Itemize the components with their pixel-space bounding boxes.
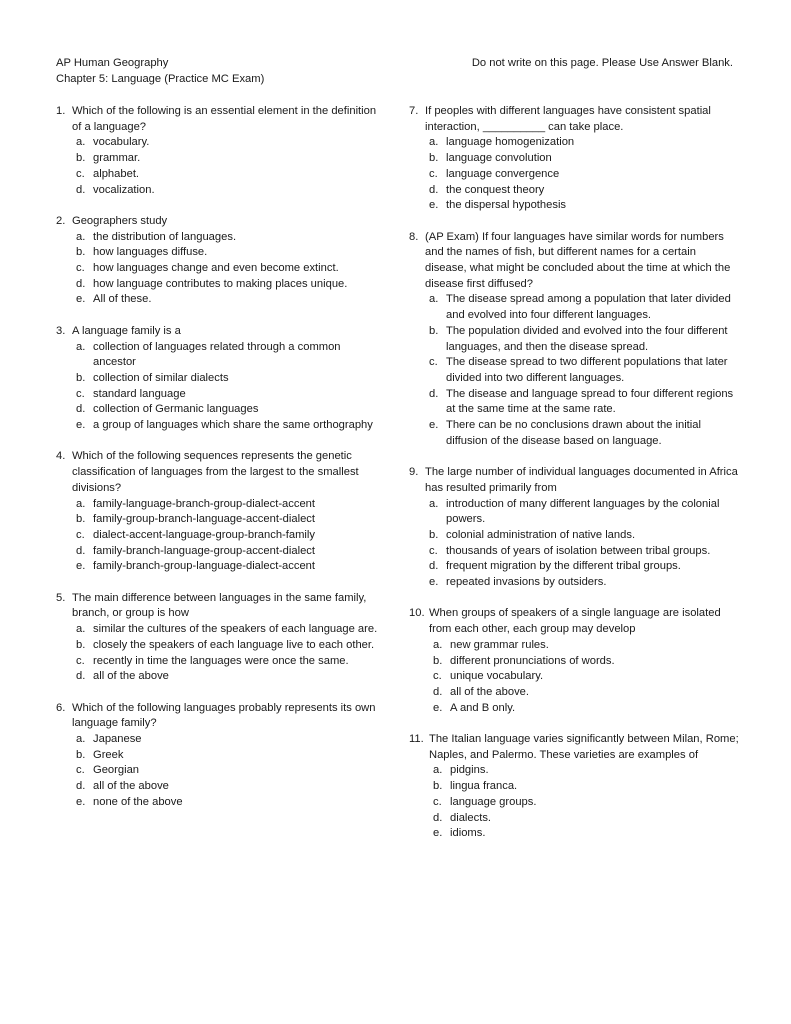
answer-option xyxy=(76,167,381,183)
option-text: new grammar rules. xyxy=(450,638,549,651)
question-stem xyxy=(56,324,381,340)
option-letter: a. xyxy=(429,293,439,306)
option-letter: c. xyxy=(76,262,85,275)
question-9 xyxy=(409,465,739,591)
answer-option xyxy=(433,685,739,701)
answer-option xyxy=(76,732,381,748)
option-letter: d. xyxy=(76,780,86,793)
answer-option xyxy=(429,497,739,528)
option-letter: e. xyxy=(429,576,439,589)
option-text: family-language-branch-group-dialect-accent xyxy=(93,497,316,510)
option-text: how language contributes to making places unique. xyxy=(93,277,348,290)
option-text: how languages diffuse. xyxy=(93,246,208,259)
header-left xyxy=(56,56,264,87)
question-stem xyxy=(409,732,739,763)
answer-options xyxy=(56,732,381,811)
question-text: Which of the following sequences represents the genetic classification of languages from the largest to the smallest divisions? xyxy=(72,450,359,494)
answer-option xyxy=(429,544,739,560)
option-letter: d. xyxy=(429,387,439,400)
option-text: closely the speakers of each language live to each other. xyxy=(93,638,375,651)
answer-option xyxy=(76,277,381,293)
option-text: lingua franca. xyxy=(450,780,518,793)
option-text: collection of similar dialects xyxy=(93,371,229,384)
answer-option xyxy=(76,418,381,434)
question-stem xyxy=(409,230,739,293)
question-text: (AP Exam) If four languages have similar words for numbers and the names of fish, but different names for a certain disease, what might be concluded about the time at which the disease first diffused? xyxy=(425,230,731,290)
question-stem xyxy=(56,591,381,622)
option-letter: c. xyxy=(76,167,85,180)
question-stem xyxy=(56,104,381,135)
option-text: colonial administration of native lands. xyxy=(446,528,636,541)
option-letter: d. xyxy=(76,544,86,557)
option-letter: b. xyxy=(429,324,439,337)
question-number: 7. xyxy=(409,105,419,117)
option-letter: a. xyxy=(429,497,439,510)
option-letter: c. xyxy=(429,356,438,369)
option-text: The population divided and evolved into the four different languages, and then the disease spread. xyxy=(446,324,728,353)
question-2 xyxy=(56,214,381,308)
answer-option xyxy=(429,355,739,386)
answer-options xyxy=(409,135,739,214)
option-letter: c. xyxy=(76,764,85,777)
question-number: 11. xyxy=(409,733,424,746)
option-text: family-group-branch-language-accent-dialect xyxy=(93,513,316,526)
option-text: idioms. xyxy=(450,827,486,840)
question-stem xyxy=(409,606,739,637)
question-text: The main difference between languages in the same family, branch, or group is how xyxy=(72,591,367,620)
question-stem xyxy=(409,465,739,496)
option-text: repeated invasions by outsiders. xyxy=(446,576,607,589)
question-text: The Italian language varies significantly between Milan, Rome; Naples, and Palermo. These varieties are examples of xyxy=(429,733,739,761)
option-letter: e. xyxy=(433,701,443,714)
answer-option xyxy=(429,387,739,418)
answer-option xyxy=(76,387,381,403)
answer-option xyxy=(76,497,381,513)
option-text: family-branch-language-group-accent-dialect xyxy=(93,544,316,557)
answer-option xyxy=(76,261,381,277)
option-letter: e. xyxy=(76,419,86,432)
option-text: vocalization. xyxy=(93,183,155,196)
answer-option xyxy=(429,198,739,214)
option-letter: b. xyxy=(429,152,439,165)
option-text: Greek xyxy=(93,748,124,761)
option-text: There can be no conclusions drawn about the initial diffusion of the disease based on language. xyxy=(446,419,701,447)
option-letter: b. xyxy=(76,371,86,384)
option-letter: d. xyxy=(429,560,439,573)
question-number: 3. xyxy=(56,324,66,337)
question-1 xyxy=(56,104,381,198)
answer-option xyxy=(76,292,381,308)
answer-options xyxy=(56,135,381,198)
question-number: 2. xyxy=(56,214,66,227)
question-4 xyxy=(56,449,381,575)
answer-option xyxy=(76,559,381,575)
answer-options xyxy=(409,638,739,717)
option-text: different pronunciations of words. xyxy=(450,654,615,667)
option-letter: d. xyxy=(76,277,86,290)
answer-option xyxy=(433,779,739,795)
option-letter: e. xyxy=(429,419,439,432)
answer-option xyxy=(429,183,739,199)
answer-options xyxy=(409,292,739,449)
answer-option xyxy=(433,701,739,717)
question-text: If peoples with different languages have consistent spatial interaction, __________ can take place. xyxy=(425,105,711,133)
option-text: alphabet. xyxy=(93,167,140,180)
question-column-left xyxy=(56,104,381,826)
answer-option xyxy=(76,638,381,654)
option-text: Japanese xyxy=(93,733,142,746)
option-text: all of the above. xyxy=(450,685,529,698)
question-text: Which of the following languages probably represents its own language family? xyxy=(72,701,376,730)
option-text: similar the cultures of the speakers of each language are. xyxy=(93,623,378,636)
option-letter: a. xyxy=(76,733,86,746)
answer-option xyxy=(433,795,739,811)
answer-options xyxy=(56,230,381,309)
option-text: thousands of years of isolation between tribal groups. xyxy=(446,544,711,557)
option-letter: d. xyxy=(433,685,443,698)
answer-option xyxy=(433,669,739,685)
question-column-right xyxy=(409,104,739,858)
option-letter: c. xyxy=(433,795,442,808)
option-text: the dispersal hypothesis xyxy=(446,199,567,212)
option-text: frequent migration by the different tribal groups. xyxy=(446,560,681,573)
answer-options xyxy=(56,340,381,434)
option-text: language groups. xyxy=(450,795,537,808)
option-text: all of the above xyxy=(93,780,169,793)
course-title: AP Human Geography xyxy=(56,57,169,69)
option-letter: e. xyxy=(76,560,86,573)
option-letter: e. xyxy=(429,199,439,212)
question-number: 5. xyxy=(56,591,66,604)
answer-option xyxy=(76,795,381,811)
answer-option xyxy=(76,183,381,199)
header-instruction: Do not write on this page. Please Use Answer Blank. xyxy=(471,57,733,69)
option-text: language convolution xyxy=(446,152,552,165)
option-letter: d. xyxy=(433,811,443,824)
answer-option xyxy=(433,763,739,779)
answer-option xyxy=(76,748,381,764)
answer-option xyxy=(76,763,381,779)
question-number: 4. xyxy=(56,450,66,463)
option-letter: b. xyxy=(76,152,86,165)
answer-option xyxy=(76,340,381,371)
option-letter: b. xyxy=(76,638,86,651)
question-text: A language family is a xyxy=(72,324,181,337)
question-number: 1. xyxy=(56,105,66,117)
question-10 xyxy=(409,606,739,716)
option-letter: c. xyxy=(433,670,442,683)
answer-option xyxy=(76,371,381,387)
option-text: the conquest theory xyxy=(446,183,545,196)
option-text: language homogenization xyxy=(446,136,575,149)
answer-options xyxy=(409,497,739,591)
option-letter: a. xyxy=(76,340,86,353)
option-letter: a. xyxy=(76,230,86,243)
question-11 xyxy=(409,732,739,842)
answer-option xyxy=(76,669,381,685)
answer-options xyxy=(56,497,381,576)
option-letter: c. xyxy=(76,654,85,667)
option-text: family-branch-group-language-dialect-accent xyxy=(93,560,316,573)
question-text: The large number of individual languages documented in Africa has resulted primarily from xyxy=(425,466,738,494)
option-text: All of these. xyxy=(93,293,152,306)
option-letter: b. xyxy=(76,513,86,526)
option-text: The disease spread to two different populations that later divided into two different languages. xyxy=(446,356,728,384)
question-number: 8. xyxy=(409,230,419,243)
option-text: The disease spread among a population that later divided and evolved into four different languages. xyxy=(446,293,731,322)
question-number: 10. xyxy=(409,607,425,620)
option-letter: c. xyxy=(429,167,438,180)
option-text: vocabulary. xyxy=(93,136,150,149)
option-text: collection of languages related through a common ancestor xyxy=(93,340,341,369)
answer-option xyxy=(76,779,381,795)
option-letter: b. xyxy=(433,780,443,793)
option-letter: b. xyxy=(433,654,443,667)
answer-option xyxy=(429,559,739,575)
option-text: dialect-accent-language-group-branch-family xyxy=(93,528,316,541)
answer-option xyxy=(433,638,739,654)
answer-option xyxy=(76,151,381,167)
answer-option xyxy=(76,622,381,638)
option-letter: a. xyxy=(76,497,86,510)
option-letter: d. xyxy=(76,670,86,683)
option-letter: c. xyxy=(429,544,438,557)
option-text: The disease and language spread to four different regions at the same time at the same rate. xyxy=(446,387,734,416)
option-letter: a. xyxy=(433,638,443,651)
option-text: pidgins. xyxy=(450,764,489,777)
option-text: dialects. xyxy=(450,811,492,824)
answer-option xyxy=(429,528,739,544)
question-text: When groups of speakers of a single language are isolated from each other, each group may develop xyxy=(429,607,721,636)
option-text: recently in time the languages were once the same. xyxy=(93,654,349,667)
option-letter: e. xyxy=(433,827,443,840)
question-number: 9. xyxy=(409,466,419,479)
option-letter: c. xyxy=(76,387,85,400)
question-8 xyxy=(409,230,739,450)
answer-option xyxy=(76,528,381,544)
answer-option xyxy=(76,512,381,528)
question-6 xyxy=(56,701,381,811)
answer-option xyxy=(429,151,739,167)
question-7 xyxy=(409,104,739,214)
chapter-title: Chapter 5: Language (Practice MC Exam) xyxy=(56,72,265,85)
option-text: collection of Germanic languages xyxy=(93,403,259,416)
answer-option xyxy=(433,826,739,842)
question-stem xyxy=(56,214,381,230)
option-text: A and B only. xyxy=(450,701,516,714)
option-text: grammar. xyxy=(93,152,141,165)
option-text: Georgian xyxy=(93,764,140,777)
answer-option xyxy=(429,135,739,151)
option-text: none of the above xyxy=(93,795,183,808)
option-text: the distribution of languages. xyxy=(93,230,237,243)
answer-option xyxy=(433,654,739,670)
option-letter: b. xyxy=(429,528,439,541)
option-letter: e. xyxy=(76,795,86,808)
question-text: Geographers study xyxy=(72,214,168,227)
answer-option xyxy=(76,654,381,670)
option-letter: a. xyxy=(429,136,439,149)
option-letter: d. xyxy=(76,403,86,416)
option-text: unique vocabulary. xyxy=(450,670,544,683)
option-text: a group of languages which share the same orthography xyxy=(93,419,373,432)
answer-option xyxy=(429,292,739,323)
answer-option xyxy=(76,544,381,560)
option-text: standard language xyxy=(93,387,186,400)
option-letter: c. xyxy=(76,528,85,541)
question-text: Which of the following is an essential element in the definition of a language? xyxy=(72,105,377,133)
answer-option xyxy=(76,135,381,151)
answer-option xyxy=(429,324,739,355)
question-number: 6. xyxy=(56,701,66,714)
option-text: language convergence xyxy=(446,167,560,180)
option-letter: a. xyxy=(76,136,86,149)
option-letter: a. xyxy=(433,764,443,777)
option-text: all of the above xyxy=(93,670,169,683)
option-letter: d. xyxy=(76,183,86,196)
answer-option xyxy=(429,575,739,591)
question-stem xyxy=(56,449,381,496)
option-letter: b. xyxy=(76,748,86,761)
answer-option xyxy=(429,167,739,183)
option-letter: a. xyxy=(76,623,86,636)
option-letter: d. xyxy=(429,183,439,196)
option-letter: b. xyxy=(76,246,86,259)
question-5 xyxy=(56,591,381,685)
answer-options xyxy=(56,622,381,685)
option-text: introduction of many different languages by the colonial powers. xyxy=(446,497,720,526)
question-3 xyxy=(56,324,381,434)
answer-option xyxy=(429,418,739,449)
answer-options xyxy=(409,763,739,842)
answer-option xyxy=(433,811,739,827)
answer-option xyxy=(76,230,381,246)
question-stem xyxy=(56,701,381,732)
question-stem xyxy=(409,104,739,135)
option-letter: e. xyxy=(76,293,86,306)
answer-option xyxy=(76,402,381,418)
option-text: how languages change and even become extinct. xyxy=(93,262,339,275)
answer-option xyxy=(76,245,381,261)
